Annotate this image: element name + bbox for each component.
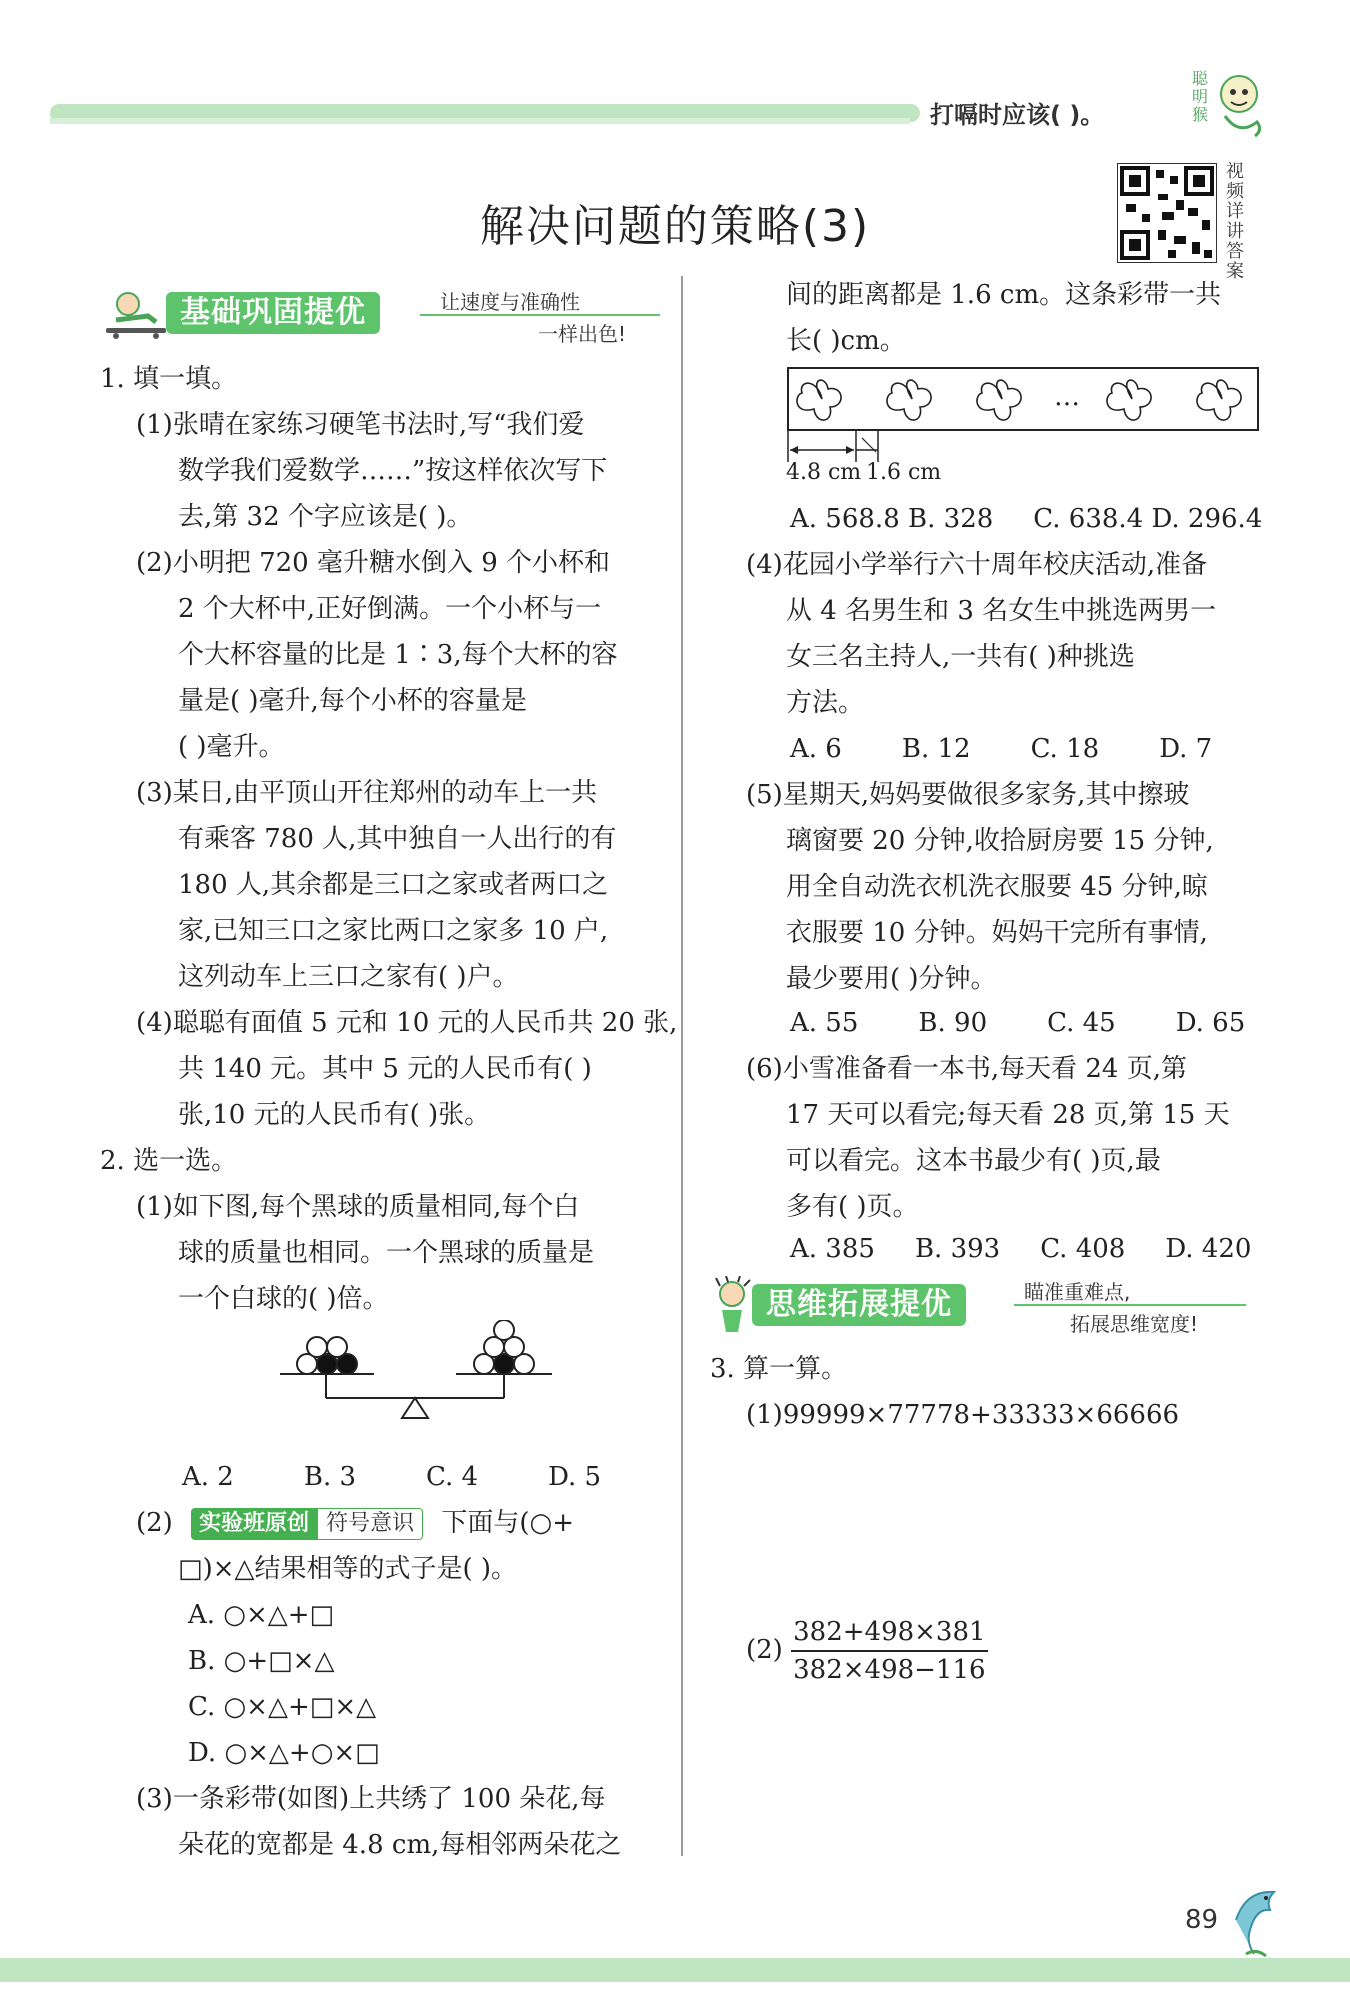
ribbon-figure: [786, 364, 1266, 494]
question-2-4-options: A. 6 B. 12 C. 18 D. 7: [790, 734, 1213, 764]
section-banner-basic: 基础巩固提优: [166, 292, 380, 334]
question-2-3-right: 间的距离都是 1.6 cm。这条彩带一共 长( )cm。: [786, 280, 1222, 356]
question-2-6: (6)小雪准备看一本书,每天看 24 页,第 17 天可以看完;每天看 28 页,第 15 天 可以看完。这本书最少有( )页,最 多有( )页。: [746, 1054, 1230, 1222]
footer-decor-bar: [0, 1958, 1350, 1982]
question-2-2-option-a[interactable]: A. ○×△+□: [188, 1600, 335, 1630]
section-slogan-line1: 瞄准重难点,: [1024, 1280, 1131, 1304]
question-2-2-option-b[interactable]: B. ○+□×△: [188, 1646, 335, 1676]
question-2-2-option-c[interactable]: C. ○×△+□×△: [188, 1692, 377, 1722]
header-riddle: 打嗝时应该( )。: [930, 101, 1105, 129]
column-divider: [681, 276, 683, 1856]
fraction-denominator: 382×498−116: [793, 1655, 986, 1685]
ribbon-ellipsis: …: [1054, 382, 1080, 412]
question-3-2: (2) $\frac{382+498\times 381}{382\times 498-116}$: [746, 1614, 988, 1688]
slogan-underline: [420, 314, 660, 316]
question-2-1: (1)如下图,每个黑球的质量相同,每个白 球的质量也相同。一个黑球的质量是 一个白球的( )倍。: [136, 1192, 595, 1314]
header-decor-bar-shadow: [50, 118, 910, 124]
question-2-5: (5)星期天,妈妈要做很多家务,其中擦玻 璃窗要 20 分钟,收拾厨房要 15 分钟, 用全自动洗衣机洗衣服要 45 分钟,晾 衣服要 10 分钟。妈妈干完所有事情, 最少要用( )分钟。: [746, 780, 1214, 994]
question-2-6-options: A. 385 B. 393 C. 408 D. 420: [790, 1234, 1252, 1264]
qr-code-label: 视频详讲答案: [1226, 161, 1244, 282]
fraction-expression: [791, 1614, 987, 1688]
balance-figure: [270, 1320, 570, 1430]
question-1-1: (1)张晴在家练习硬笔书法时,写“我们爱 数学我们爱数学……”按这样依次写下 去,第 32 个字应该是( )。: [136, 410, 608, 532]
question-2-2-line2: □)×△结果相等的式子是( )。: [178, 1554, 518, 1584]
question-2-heading: 2. 选一选。: [100, 1146, 238, 1176]
page-title: 解决问题的策略(3): [479, 201, 871, 252]
question-1-4: (4)聪聪有面值 5 元和 10 元的人民币共 20 张, 共 140 元。其中 5 元的人民币有( ) 张,10 元的人民币有( )张。: [136, 1008, 678, 1130]
fraction-numerator: 382+498×381: [791, 1614, 987, 1652]
thinking-kid-icon: [708, 1276, 756, 1340]
ribbon-width-label: 4.8 cm: [786, 460, 862, 485]
question-2-1-options: A. 2 B. 3 C. 4 D. 5: [182, 1462, 602, 1492]
question-2-2-option-d[interactable]: D. ○×△+○×□: [188, 1738, 380, 1768]
dolphin-mascot-icon: [1226, 1880, 1286, 1960]
monkey-mascot-icon: [1205, 60, 1267, 140]
question-2-3-options: A. 568.8 B. 328 C. 638.4 D. 296.4: [790, 504, 1263, 534]
qr-code-icon[interactable]: [1117, 163, 1217, 263]
slogan-underline: [1014, 1304, 1246, 1306]
question-2-4: (4)花园小学举行六十周年校庆活动,准备 从 4 名男生和 3 名女生中挑选两男一 女三名主持人,一共有( )种挑选 方法。: [746, 550, 1217, 718]
page-number: 89: [1185, 1905, 1219, 1935]
section-banner-extension: 思维拓展提优: [752, 1284, 966, 1326]
section-slogan-line2: 一样出色!: [538, 322, 627, 346]
monkey-label: 聪明猴: [1192, 69, 1209, 124]
section-slogan-line2: 拓展思维宽度!: [1070, 1312, 1199, 1336]
question-1-3: (3)某日,由平顶山开往郑州的动车上一共 有乘客 780 人,其中独自一人出行的有 180 人,其余都是三口之家或者两口之 家,已知三口之家比两口之家多 10 户, 这列动车上三口之家有( )户。: [136, 778, 617, 992]
section-slogan-line1: 让速度与准确性: [440, 290, 580, 314]
question-2-2: (2) 实验班原创 符号意识 下面与(○+: [136, 1508, 575, 1538]
question-2-5-options: A. 55 B. 90 C. 45 D. 65: [790, 1008, 1246, 1038]
question-1-heading: 1. 填一填。: [100, 364, 238, 394]
question-2-3-left: (3)一条彩带(如图)上共绣了 100 朵花,每 朵花的宽都是 4.8 cm,每相邻两朵花之: [136, 1784, 622, 1860]
question-1-2: (2)小明把 720 毫升糖水倒入 9 个小杯和 2 个大杯中,正好倒满。一个小杯与一 个大杯容量的比是 1∶3,每个大杯的容 量是( )毫升,每个小杯的容量是 ( )毫升。: [136, 548, 618, 762]
badge-symbol-sense: 符号意识: [317, 1508, 423, 1540]
question-3-1: (1)99999×77778+33333×66666: [746, 1400, 1180, 1430]
ribbon-gap-label: 1.6 cm: [866, 460, 942, 485]
badge-original: 实验班原创: [191, 1508, 317, 1540]
question-3-heading: 3. 算一算。: [710, 1354, 848, 1384]
